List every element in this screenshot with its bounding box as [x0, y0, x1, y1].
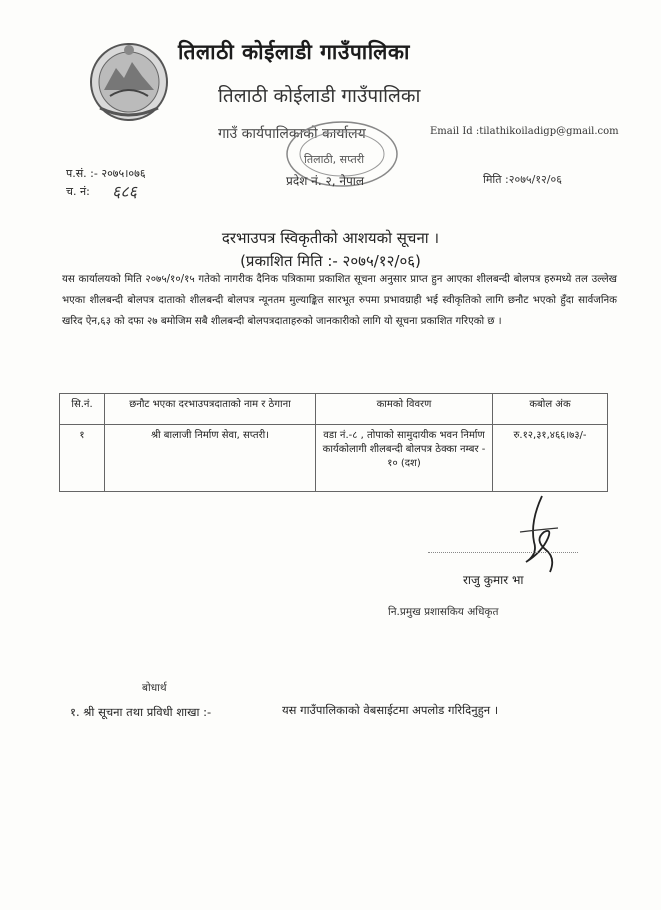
- office-name: गाउँ कार्यपालिकाको कार्यालय: [218, 126, 366, 142]
- cc-recipient: १. श्री सूचना तथा प्रविधी शाखा :-: [70, 705, 212, 719]
- notice-title: दरभाउपत्र स्विकृतीको आशयको सूचना ।: [221, 229, 440, 247]
- cc-instruction: यस गाउँपालिकाको वेबसाईटमा अपलोड गरिदिनुहुन ।: [282, 703, 499, 717]
- signer-designation: नि.प्रमुख प्रशासकिय अधिकृत: [388, 606, 499, 618]
- selected-bidder-table: [59, 393, 608, 492]
- bidder-name-cell: श्री बालाजी निर्माण सेवा, सप्तरी।: [105, 425, 316, 492]
- letter-date: मिति :२०७५/१२/०६: [483, 173, 562, 186]
- table-row: [60, 425, 608, 492]
- org-name: तिलाठी कोईलाडी गाउँपालिका: [178, 40, 410, 64]
- reference-number: प.सं. :- २०७५।०७६: [66, 167, 146, 180]
- org-name-secondary: तिलाठी कोईलाडी गाउँपालिका: [218, 85, 421, 107]
- signature-line: [428, 552, 578, 553]
- nepal-emblem-logo: [86, 38, 172, 124]
- cc-label: बोधार्थ: [142, 682, 167, 694]
- table-header-row: [60, 394, 608, 425]
- column-header: छनौट भएका दरभाउपत्रदाताको नाम र ठेगाना: [105, 394, 316, 425]
- column-header: कामको विवरण: [316, 394, 493, 425]
- province-address: प्रदेश नं. २, नेपाल: [286, 174, 365, 188]
- stamp-text: तिलाठी, सप्तरी: [304, 153, 365, 166]
- work-description-cell: वडा नं.-८ , तोपाको सामुदायीक भवन निर्माण कार्यकोलागी शीलबन्दी बोलपत्र ठेक्का नम्बर - १० (दश): [316, 425, 493, 492]
- notice-body: यस कार्यालयको मिति २०७५/१०/१५ गतेको नागरीक दैनिक पत्रिकामा प्रकाशित सूचना अनुसार प्राप्त हुन आएका शीलबन्दी बोलपत्र हरुमध्ये तल उल्लेख भएका शीलबन्दी बोलपत्र दाताको शीलबन्दी बोलपत्र न्यूनतम मुल्याङ्कित सारभूत रुपमा प्रभावग्राही भई स्वीकृतिको लागि छनौट भएको हुँदा सार्वजनिक खरिद ऐन,६३ को दफा २७ बमोजिम सबै शीलबन्दी बोलपत्रदाताहरुको जानकारीको लागि यो सूचना प्रकाशित गरिएको छ ।: [62, 274, 617, 327]
- column-header: कबोल अंक: [493, 394, 608, 425]
- serial-number-cell: १: [60, 425, 105, 492]
- chalani-number: ६८६: [112, 182, 137, 201]
- signer-name: राजु कुमार भा: [463, 573, 524, 587]
- bid-amount-cell: रु.१२,३१,४६६।७३/-: [493, 425, 608, 492]
- email-address: Email Id :tilathikoiladigp@gmail.com: [430, 126, 619, 137]
- column-header: सि.नं.: [60, 394, 105, 425]
- handwritten-signature: [512, 492, 562, 578]
- chalani-label: च. नं:: [66, 185, 90, 198]
- notice-published-date: (प्रकाशित मिति :- २०७५/१२/०६): [240, 252, 421, 270]
